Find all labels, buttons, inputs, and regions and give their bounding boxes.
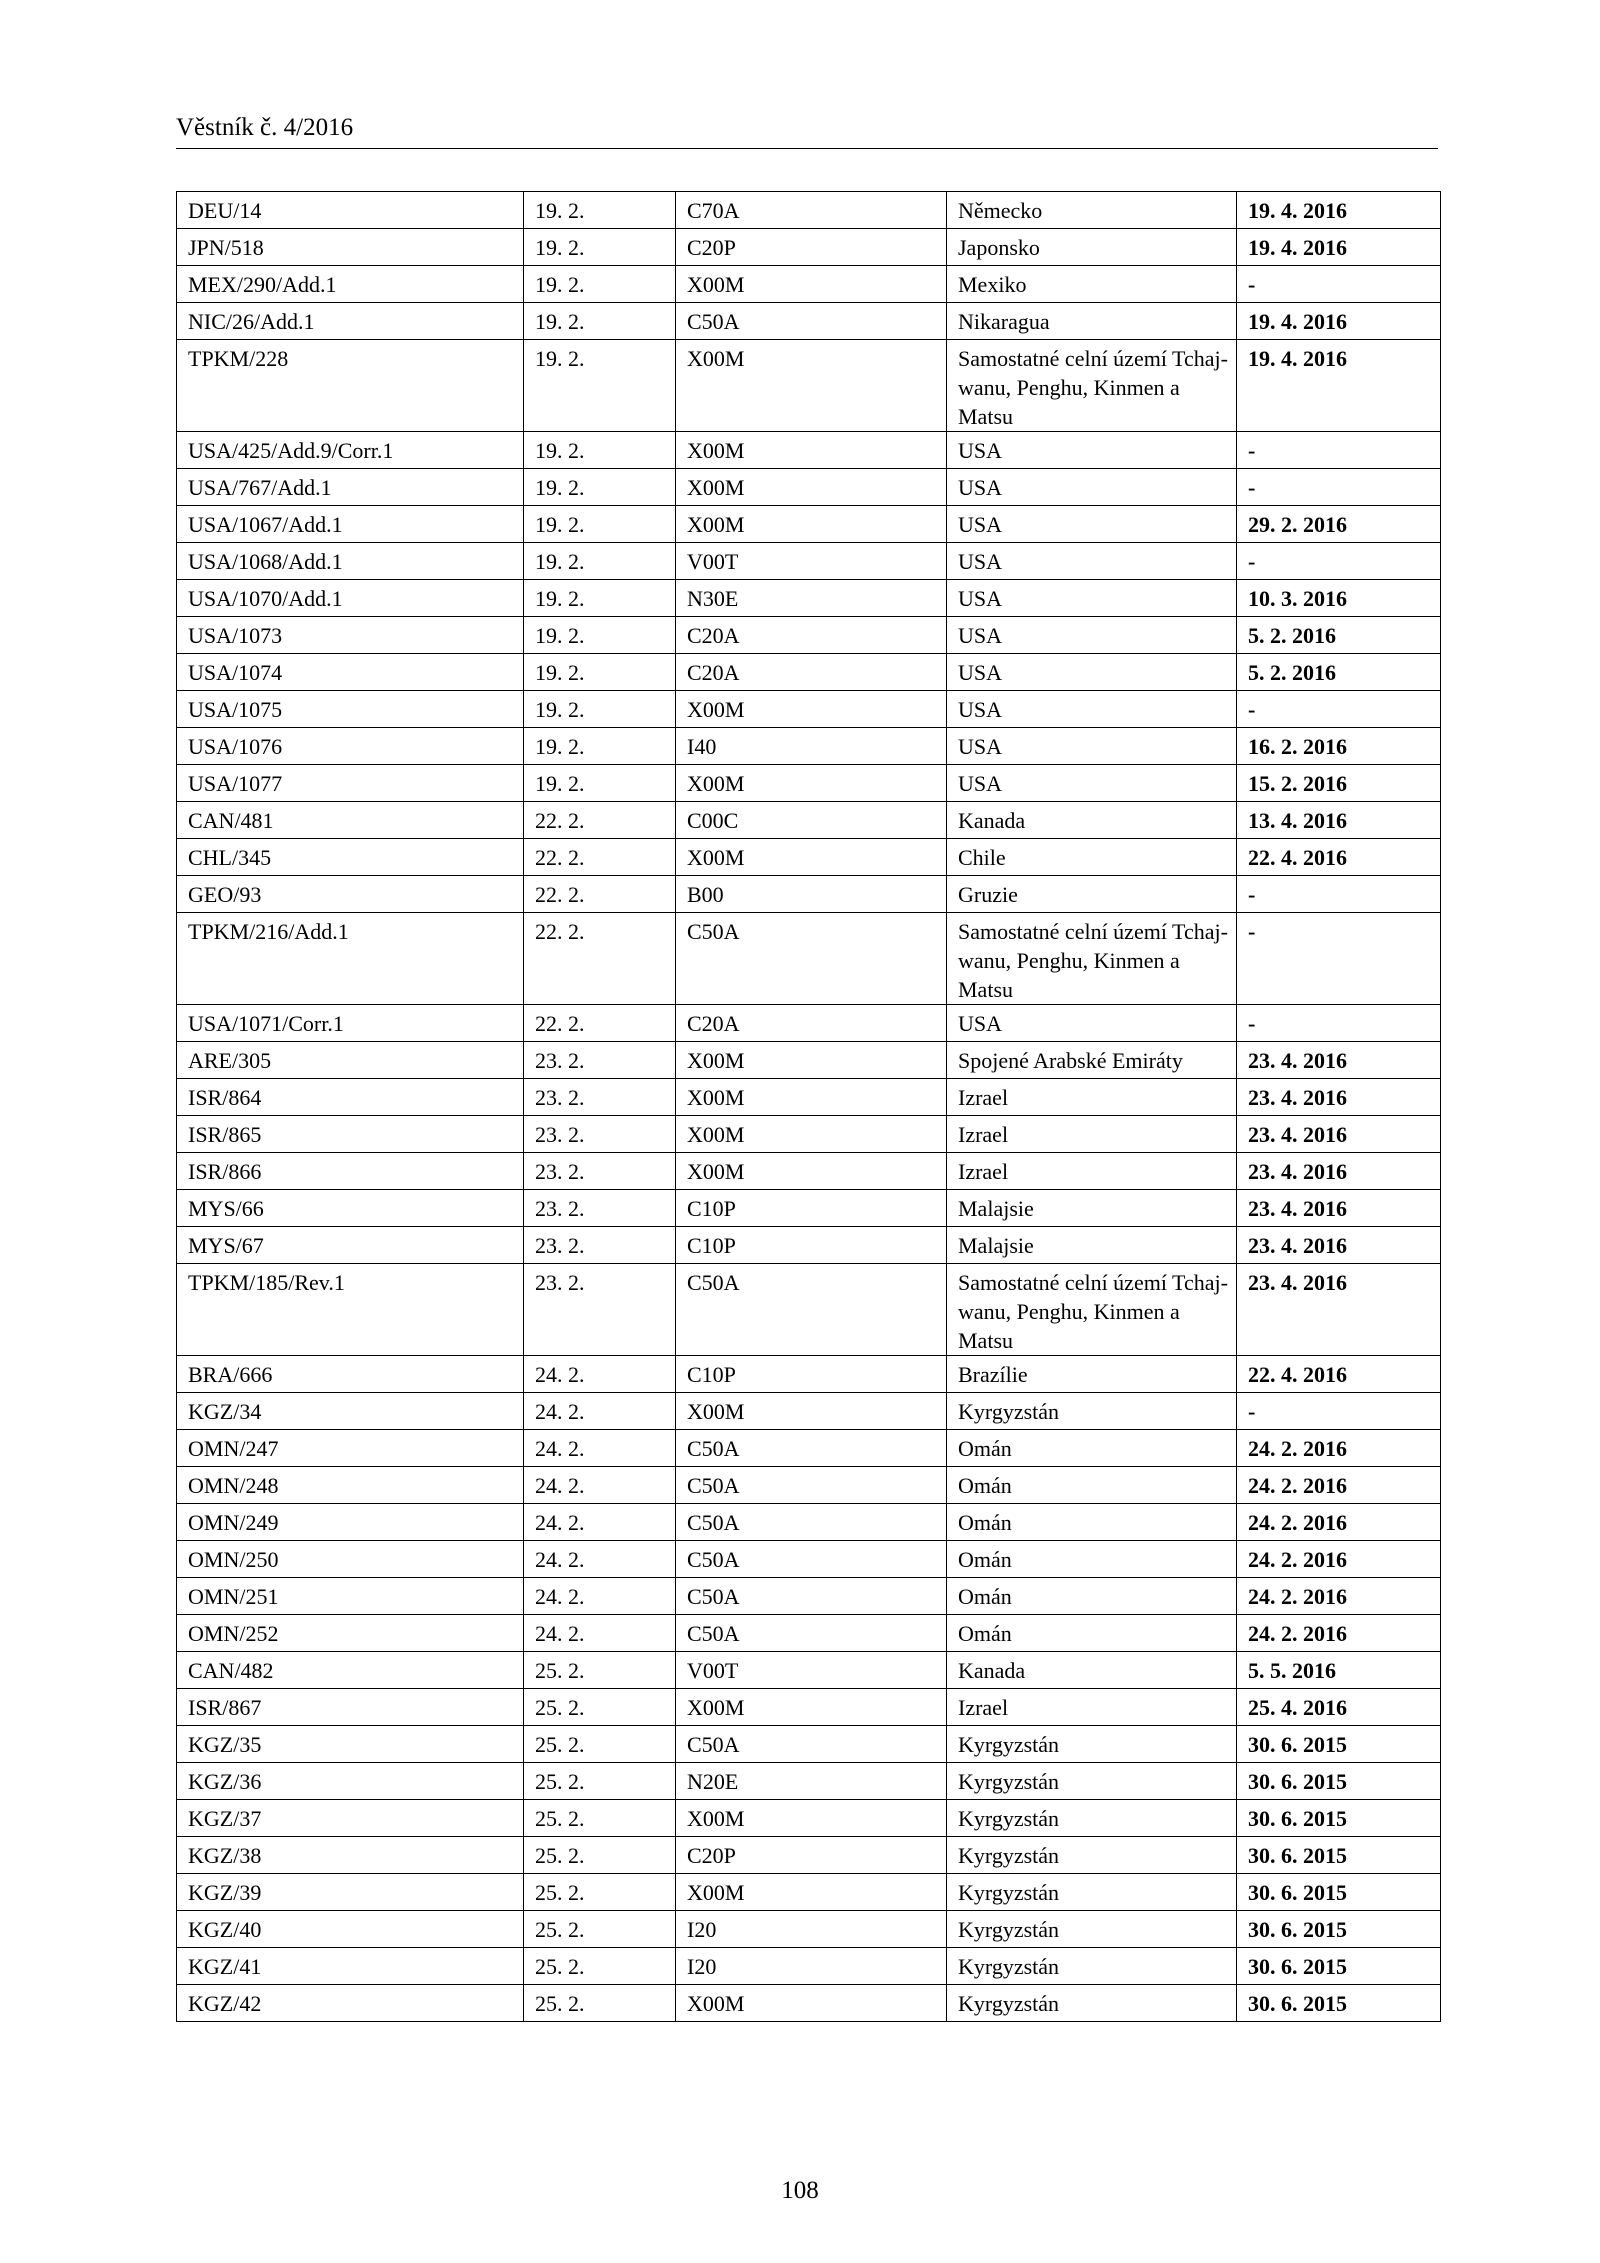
date-cell: 25. 2. <box>524 1874 676 1911</box>
document-code-cell: TPKM/216/Add.1 <box>177 913 524 1005</box>
deadline-cell: - <box>1237 543 1441 580</box>
deadline-cell: 23. 4. 2016 <box>1237 1079 1441 1116</box>
document-code-cell: USA/1067/Add.1 <box>177 506 524 543</box>
deadline-cell: 19. 4. 2016 <box>1237 340 1441 432</box>
table-row <box>177 1153 1441 1190</box>
category-cell: X00M <box>676 1042 947 1079</box>
deadline-cell: 5. 5. 2016 <box>1237 1652 1441 1689</box>
category-cell: C20A <box>676 654 947 691</box>
page-header <box>176 112 1438 149</box>
table-row <box>177 691 1441 728</box>
country-cell: Izrael <box>947 1689 1237 1726</box>
document-code-cell: USA/1071/Corr.1 <box>177 1005 524 1042</box>
date-cell: 25. 2. <box>524 1911 676 1948</box>
date-cell: 23. 2. <box>524 1042 676 1079</box>
table-row <box>177 1874 1441 1911</box>
country-cell: Spojené Arabské Emiráty <box>947 1042 1237 1079</box>
country-cell: USA <box>947 617 1237 654</box>
country-cell: Nikaragua <box>947 303 1237 340</box>
date-cell: 19. 2. <box>524 580 676 617</box>
date-cell: 23. 2. <box>524 1227 676 1264</box>
country-cell: Japonsko <box>947 229 1237 266</box>
document-code-cell: ARE/305 <box>177 1042 524 1079</box>
country-cell: Chile <box>947 839 1237 876</box>
document-code-cell: KGZ/41 <box>177 1948 524 1985</box>
deadline-cell: 24. 2. 2016 <box>1237 1504 1441 1541</box>
date-cell: 25. 2. <box>524 1652 676 1689</box>
deadline-cell: 10. 3. 2016 <box>1237 580 1441 617</box>
table-row <box>177 1264 1441 1356</box>
deadline-cell: 23. 4. 2016 <box>1237 1264 1441 1356</box>
table-row <box>177 340 1441 432</box>
table-row <box>177 1504 1441 1541</box>
document-code-cell: OMN/248 <box>177 1467 524 1504</box>
country-cell: USA <box>947 691 1237 728</box>
category-cell: X00M <box>676 1874 947 1911</box>
date-cell: 25. 2. <box>524 1837 676 1874</box>
table-row <box>177 1430 1441 1467</box>
country-cell: Kyrgyzstán <box>947 1800 1237 1837</box>
table-row <box>177 1652 1441 1689</box>
country-cell: Kyrgyzstán <box>947 1985 1237 2022</box>
table-row <box>177 469 1441 506</box>
category-cell: X00M <box>676 1985 947 2022</box>
table-row <box>177 1948 1441 1985</box>
deadline-cell: 30. 6. 2015 <box>1237 1985 1441 2022</box>
table-row <box>177 1541 1441 1578</box>
date-cell: 19. 2. <box>524 432 676 469</box>
table-row <box>177 1985 1441 2022</box>
document-code-cell: MEX/290/Add.1 <box>177 266 524 303</box>
country-cell: Kyrgyzstán <box>947 1874 1237 1911</box>
deadline-cell: - <box>1237 469 1441 506</box>
document-title: Věstník č. 4/2016 <box>176 114 354 141</box>
document-code-cell: CHL/345 <box>177 839 524 876</box>
category-cell: C50A <box>676 1430 947 1467</box>
deadline-cell: 23. 4. 2016 <box>1237 1153 1441 1190</box>
deadline-cell: 23. 4. 2016 <box>1237 1190 1441 1227</box>
document-code-cell: USA/1070/Add.1 <box>177 580 524 617</box>
deadline-cell: 15. 2. 2016 <box>1237 765 1441 802</box>
category-cell: X00M <box>676 691 947 728</box>
date-cell: 19. 2. <box>524 543 676 580</box>
document-code-cell: OMN/252 <box>177 1615 524 1652</box>
category-cell: I20 <box>676 1948 947 1985</box>
document-code-cell: OMN/250 <box>177 1541 524 1578</box>
country-cell: Kanada <box>947 802 1237 839</box>
country-cell: Kanada <box>947 1652 1237 1689</box>
document-code-cell: BRA/666 <box>177 1356 524 1393</box>
page-number: 108 <box>781 2177 819 2204</box>
date-cell: 24. 2. <box>524 1615 676 1652</box>
document-code-cell: MYS/67 <box>177 1227 524 1264</box>
date-cell: 22. 2. <box>524 913 676 1005</box>
date-cell: 23. 2. <box>524 1264 676 1356</box>
category-cell: X00M <box>676 340 947 432</box>
country-cell: Samostatné celní území Tchaj-wanu, Penghu, Kinmen a Matsu <box>947 340 1237 432</box>
date-cell: 23. 2. <box>524 1079 676 1116</box>
document-code-cell: GEO/93 <box>177 876 524 913</box>
deadline-cell: 5. 2. 2016 <box>1237 654 1441 691</box>
table-row <box>177 1763 1441 1800</box>
table-row <box>177 1800 1441 1837</box>
table-row <box>177 617 1441 654</box>
date-cell: 24. 2. <box>524 1578 676 1615</box>
document-code-cell: KGZ/38 <box>177 1837 524 1874</box>
document-code-cell: ISR/867 <box>177 1689 524 1726</box>
category-cell: C20A <box>676 617 947 654</box>
table-row <box>177 876 1441 913</box>
table-row <box>177 1615 1441 1652</box>
document-code-cell: USA/767/Add.1 <box>177 469 524 506</box>
deadline-cell: 22. 4. 2016 <box>1237 1356 1441 1393</box>
document-code-cell: CAN/481 <box>177 802 524 839</box>
date-cell: 22. 2. <box>524 1005 676 1042</box>
document-code-cell: ISR/866 <box>177 1153 524 1190</box>
category-cell: V00T <box>676 543 947 580</box>
deadline-cell: 19. 4. 2016 <box>1237 229 1441 266</box>
table-row <box>177 506 1441 543</box>
deadline-cell: 24. 2. 2016 <box>1237 1467 1441 1504</box>
deadline-cell: - <box>1237 1393 1441 1430</box>
document-code-cell: USA/1075 <box>177 691 524 728</box>
deadline-cell: - <box>1237 432 1441 469</box>
category-cell: C20A <box>676 1005 947 1042</box>
document-code-cell: DEU/14 <box>177 192 524 229</box>
deadline-cell: 30. 6. 2015 <box>1237 1800 1441 1837</box>
date-cell: 24. 2. <box>524 1356 676 1393</box>
country-cell: Brazílie <box>947 1356 1237 1393</box>
table-row <box>177 1578 1441 1615</box>
date-cell: 25. 2. <box>524 1800 676 1837</box>
category-cell: X00M <box>676 1393 947 1430</box>
date-cell: 22. 2. <box>524 876 676 913</box>
country-cell: Omán <box>947 1541 1237 1578</box>
deadline-cell: 5. 2. 2016 <box>1237 617 1441 654</box>
country-cell: Izrael <box>947 1079 1237 1116</box>
document-code-cell: NIC/26/Add.1 <box>177 303 524 340</box>
deadline-cell: 23. 4. 2016 <box>1237 1042 1441 1079</box>
country-cell: USA <box>947 543 1237 580</box>
table-row <box>177 1227 1441 1264</box>
deadline-cell: 30. 6. 2015 <box>1237 1948 1441 1985</box>
notification-table <box>176 191 1441 2022</box>
table-row <box>177 1726 1441 1763</box>
country-cell: USA <box>947 469 1237 506</box>
country-cell: Omán <box>947 1615 1237 1652</box>
table-row <box>177 1393 1441 1430</box>
category-cell: X00M <box>676 765 947 802</box>
date-cell: 24. 2. <box>524 1504 676 1541</box>
category-cell: X00M <box>676 1689 947 1726</box>
document-code-cell: TPKM/228 <box>177 340 524 432</box>
category-cell: C70A <box>676 192 947 229</box>
date-cell: 19. 2. <box>524 303 676 340</box>
table-row <box>177 1079 1441 1116</box>
country-cell: Kyrgyzstán <box>947 1393 1237 1430</box>
deadline-cell: 19. 4. 2016 <box>1237 192 1441 229</box>
date-cell: 19. 2. <box>524 654 676 691</box>
date-cell: 22. 2. <box>524 839 676 876</box>
country-cell: Kyrgyzstán <box>947 1726 1237 1763</box>
deadline-cell: 30. 6. 2015 <box>1237 1837 1441 1874</box>
category-cell: C50A <box>676 1726 947 1763</box>
deadline-cell: 16. 2. 2016 <box>1237 728 1441 765</box>
category-cell: C10P <box>676 1190 947 1227</box>
table-row <box>177 654 1441 691</box>
category-cell: C20P <box>676 1837 947 1874</box>
date-cell: 24. 2. <box>524 1541 676 1578</box>
country-cell: Kyrgyzstán <box>947 1948 1237 1985</box>
country-cell: USA <box>947 654 1237 691</box>
document-code-cell: OMN/249 <box>177 1504 524 1541</box>
country-cell: Izrael <box>947 1153 1237 1190</box>
country-cell: Omán <box>947 1578 1237 1615</box>
category-cell: X00M <box>676 432 947 469</box>
deadline-cell: 30. 6. 2015 <box>1237 1763 1441 1800</box>
category-cell: N20E <box>676 1763 947 1800</box>
document-code-cell: KGZ/39 <box>177 1874 524 1911</box>
country-cell: Samostatné celní území Tchaj-wanu, Penghu, Kinmen a Matsu <box>947 913 1237 1005</box>
date-cell: 25. 2. <box>524 1726 676 1763</box>
category-cell: X00M <box>676 1800 947 1837</box>
date-cell: 25. 2. <box>524 1763 676 1800</box>
category-cell: V00T <box>676 1652 947 1689</box>
date-cell: 19. 2. <box>524 506 676 543</box>
category-cell: C20P <box>676 229 947 266</box>
table-row <box>177 580 1441 617</box>
category-cell: C50A <box>676 303 947 340</box>
document-code-cell: ISR/864 <box>177 1079 524 1116</box>
date-cell: 25. 2. <box>524 1985 676 2022</box>
date-cell: 24. 2. <box>524 1467 676 1504</box>
document-code-cell: KGZ/40 <box>177 1911 524 1948</box>
deadline-cell: 19. 4. 2016 <box>1237 303 1441 340</box>
deadline-cell: 24. 2. 2016 <box>1237 1430 1441 1467</box>
table-row <box>177 303 1441 340</box>
document-code-cell: ISR/865 <box>177 1116 524 1153</box>
deadline-cell: 30. 6. 2015 <box>1237 1726 1441 1763</box>
category-cell: X00M <box>676 1079 947 1116</box>
table-row <box>177 1467 1441 1504</box>
date-cell: 19. 2. <box>524 266 676 303</box>
deadline-cell: 30. 6. 2015 <box>1237 1874 1441 1911</box>
country-cell: Německo <box>947 192 1237 229</box>
table-row <box>177 432 1441 469</box>
category-cell: X00M <box>676 266 947 303</box>
category-cell: N30E <box>676 580 947 617</box>
table-body <box>177 192 1441 2022</box>
country-cell: Malajsie <box>947 1190 1237 1227</box>
document-code-cell: OMN/251 <box>177 1578 524 1615</box>
table-row <box>177 192 1441 229</box>
document-code-cell: USA/1076 <box>177 728 524 765</box>
category-cell: B00 <box>676 876 947 913</box>
deadline-cell: 22. 4. 2016 <box>1237 839 1441 876</box>
country-cell: USA <box>947 765 1237 802</box>
document-code-cell: JPN/518 <box>177 229 524 266</box>
document-code-cell: USA/425/Add.9/Corr.1 <box>177 432 524 469</box>
category-cell: C50A <box>676 1504 947 1541</box>
category-cell: X00M <box>676 1153 947 1190</box>
deadline-cell: - <box>1237 691 1441 728</box>
deadline-cell: - <box>1237 266 1441 303</box>
table-row <box>177 839 1441 876</box>
country-cell: USA <box>947 506 1237 543</box>
category-cell: C10P <box>676 1356 947 1393</box>
document-code-cell: USA/1073 <box>177 617 524 654</box>
document-code-cell: USA/1074 <box>177 654 524 691</box>
table-row <box>177 1911 1441 1948</box>
table-row <box>177 1190 1441 1227</box>
deadline-cell: 30. 6. 2015 <box>1237 1911 1441 1948</box>
table-row <box>177 229 1441 266</box>
deadline-cell: 23. 4. 2016 <box>1237 1116 1441 1153</box>
deadline-cell: 23. 4. 2016 <box>1237 1227 1441 1264</box>
date-cell: 23. 2. <box>524 1116 676 1153</box>
category-cell: C50A <box>676 1264 947 1356</box>
category-cell: C10P <box>676 1227 947 1264</box>
deadline-cell: 24. 2. 2016 <box>1237 1578 1441 1615</box>
document-code-cell: KGZ/42 <box>177 1985 524 2022</box>
table-row <box>177 1116 1441 1153</box>
country-cell: USA <box>947 1005 1237 1042</box>
table-row <box>177 266 1441 303</box>
country-cell: Mexiko <box>947 266 1237 303</box>
country-cell: Malajsie <box>947 1227 1237 1264</box>
table-row <box>177 543 1441 580</box>
category-cell: C00C <box>676 802 947 839</box>
date-cell: 19. 2. <box>524 765 676 802</box>
table-row <box>177 1042 1441 1079</box>
category-cell: X00M <box>676 506 947 543</box>
date-cell: 19. 2. <box>524 691 676 728</box>
deadline-cell: - <box>1237 913 1441 1005</box>
document-code-cell: USA/1077 <box>177 765 524 802</box>
category-cell: C50A <box>676 1615 947 1652</box>
country-cell: Omán <box>947 1467 1237 1504</box>
category-cell: C50A <box>676 1578 947 1615</box>
table-row <box>177 1356 1441 1393</box>
date-cell: 19. 2. <box>524 229 676 266</box>
date-cell: 19. 2. <box>524 617 676 654</box>
deadline-cell: 25. 4. 2016 <box>1237 1689 1441 1726</box>
deadline-cell: - <box>1237 876 1441 913</box>
document-code-cell: KGZ/35 <box>177 1726 524 1763</box>
date-cell: 24. 2. <box>524 1393 676 1430</box>
document-code-cell: CAN/482 <box>177 1652 524 1689</box>
table-row <box>177 1837 1441 1874</box>
category-cell: X00M <box>676 839 947 876</box>
country-cell: Kyrgyzstán <box>947 1763 1237 1800</box>
date-cell: 19. 2. <box>524 469 676 506</box>
deadline-cell: 24. 2. 2016 <box>1237 1615 1441 1652</box>
category-cell: I20 <box>676 1911 947 1948</box>
deadline-cell: - <box>1237 1005 1441 1042</box>
document-code-cell: USA/1068/Add.1 <box>177 543 524 580</box>
country-cell: USA <box>947 728 1237 765</box>
country-cell: Izrael <box>947 1116 1237 1153</box>
country-cell: Omán <box>947 1430 1237 1467</box>
deadline-cell: 13. 4. 2016 <box>1237 802 1441 839</box>
category-cell: C50A <box>676 1467 947 1504</box>
category-cell: X00M <box>676 469 947 506</box>
date-cell: 19. 2. <box>524 340 676 432</box>
table-row <box>177 1005 1441 1042</box>
country-cell: Samostatné celní území Tchaj-wanu, Penghu, Kinmen a Matsu <box>947 1264 1237 1356</box>
category-cell: C50A <box>676 913 947 1005</box>
category-cell: C50A <box>676 1541 947 1578</box>
document-code-cell: KGZ/34 <box>177 1393 524 1430</box>
date-cell: 25. 2. <box>524 1948 676 1985</box>
country-cell: Omán <box>947 1504 1237 1541</box>
category-cell: X00M <box>676 1116 947 1153</box>
date-cell: 24. 2. <box>524 1430 676 1467</box>
country-cell: Kyrgyzstán <box>947 1911 1237 1948</box>
table-row <box>177 728 1441 765</box>
document-code-cell: OMN/247 <box>177 1430 524 1467</box>
table-row <box>177 765 1441 802</box>
table-row <box>177 913 1441 1005</box>
date-cell: 22. 2. <box>524 802 676 839</box>
date-cell: 23. 2. <box>524 1153 676 1190</box>
date-cell: 25. 2. <box>524 1689 676 1726</box>
country-cell: USA <box>947 580 1237 617</box>
category-cell: I40 <box>676 728 947 765</box>
country-cell: Gruzie <box>947 876 1237 913</box>
document-code-cell: KGZ/37 <box>177 1800 524 1837</box>
document-code-cell: MYS/66 <box>177 1190 524 1227</box>
table-row <box>177 1689 1441 1726</box>
document-code-cell: KGZ/36 <box>177 1763 524 1800</box>
table-row <box>177 802 1441 839</box>
date-cell: 23. 2. <box>524 1190 676 1227</box>
deadline-cell: 24. 2. 2016 <box>1237 1541 1441 1578</box>
document-code-cell: TPKM/185/Rev.1 <box>177 1264 524 1356</box>
deadline-cell: 29. 2. 2016 <box>1237 506 1441 543</box>
country-cell: USA <box>947 432 1237 469</box>
date-cell: 19. 2. <box>524 728 676 765</box>
date-cell: 19. 2. <box>524 192 676 229</box>
country-cell: Kyrgyzstán <box>947 1837 1237 1874</box>
